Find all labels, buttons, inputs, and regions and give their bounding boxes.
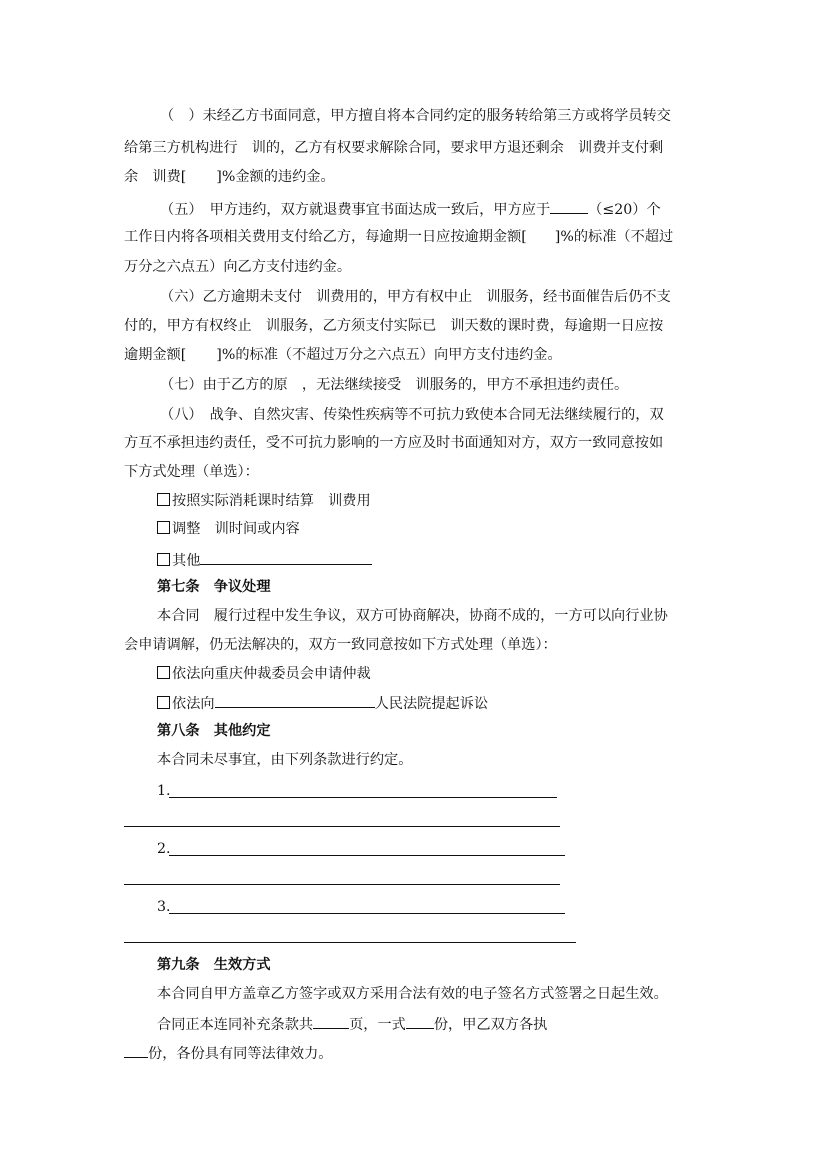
clause-5-days-blank[interactable]: [550, 198, 588, 214]
article-8-item-1: 1.: [157, 783, 171, 799]
clause-8-line-2: 方互不承担违约责任，受不可抗力影响的一方应及时书面通知对方，双方一致同意按如: [124, 435, 664, 451]
court-name-blank[interactable]: [215, 692, 375, 708]
checkbox-icon[interactable]: [157, 666, 170, 679]
item-3-line-b[interactable]: [124, 942, 576, 943]
checkbox-icon[interactable]: [157, 521, 170, 534]
clause-8-option-1[interactable]: 按照实际消耗课时结算 训费用: [157, 491, 371, 511]
other-option-blank[interactable]: [200, 549, 372, 565]
each-party-copies-blank[interactable]: [124, 1042, 148, 1058]
clause-transfer-line-3-post: ]%金额的违约金。: [216, 169, 335, 185]
clause-8-line-3: 下方式处理（单选）：: [124, 464, 259, 480]
checkbox-icon[interactable]: [157, 553, 170, 566]
article-7-option-2[interactable]: 依法向 人民法院提起诉讼: [157, 692, 488, 714]
copies-blank[interactable]: [406, 1013, 434, 1029]
checkbox-icon[interactable]: [157, 493, 170, 506]
clause-8-line-1: （八） 战争、自然灾害、传染性疾病等不可抗力致使本合同无法继续履行的，双: [160, 407, 664, 423]
clause-transfer-line-2: 给第三方机构进行 训的，乙方有权要求解除合同，要求甲方退还剩余 训费并支付剩: [124, 140, 664, 156]
clause-6-line-3: [124, 345, 562, 365]
article-9-line-3: 份，各份具有同等法律效力。: [124, 1042, 332, 1064]
checkbox-icon[interactable]: [157, 696, 170, 709]
clause-transfer-line-3: [124, 167, 335, 187]
clause-8-option-2[interactable]: 调整 训时间或内容: [157, 519, 300, 539]
clause-5-line-1: [160, 198, 661, 220]
article-8-item-3: 3.: [157, 899, 171, 915]
article-9-line-2: 合同正本连同补充条款共 页，一式 份，甲乙双方各执: [157, 1013, 547, 1035]
clause-6-line-2: 付的，甲方有权终止 训服务，乙方须支付实际已 训天数的课时费，每逾期一日应按: [124, 318, 664, 334]
article-8-item-2: 2.: [157, 841, 171, 857]
item-3-line-a[interactable]: [169, 913, 565, 914]
page-count-blank[interactable]: [313, 1013, 349, 1029]
clause-5-line-3: 万分之六点五）向乙方支付违约金。: [124, 259, 352, 275]
item-2-line-b[interactable]: [124, 884, 560, 885]
clause-6-line-3-post: ]%的标准（不超过万分之六点五）向甲方支付违约金。: [216, 347, 562, 363]
article-7-option-1[interactable]: 依法向重庆仲裁委员会申请仲裁: [157, 664, 371, 684]
article-7-line-1: 本合同 履行过程中发生争议，双方可协商解决，协商不成的，一方可以向行业协: [157, 608, 668, 624]
item-2-line-a[interactable]: [169, 855, 565, 856]
clause-6-line-3-pre: 逾期金额[: [124, 347, 187, 363]
clause-5-line-2: [124, 227, 673, 247]
clause-6-line-1: （六）乙方逾期未支付 训费用的，甲方有权中止 训服务，经书面催告后仍不支: [160, 289, 671, 305]
article-7-line-2: 会申请调解，仍无法解决的，双方一致同意按如下方式处理（单选）：: [124, 637, 557, 653]
item-1-line-a[interactable]: [169, 797, 557, 798]
article-8-heading: 第八条 其他约定: [157, 723, 271, 739]
item-1-line-b[interactable]: [124, 826, 560, 827]
article-9-line-1: 本合同自甲方盖章乙方签字或双方采用合法有效的电子签名方式签署之日起生效。: [157, 986, 668, 1002]
clause-5-line-2-post: ]%的标准（不超过: [554, 229, 674, 245]
article-9-heading: 第九条 生效方式: [157, 957, 271, 973]
clause-5-line-2-pre: 工作日内将各项相关费用支付给乙方，每逾期一日应按逾期金额[: [124, 229, 527, 245]
article-8-line-1: 本合同未尽事宜，由下列条款进行约定。: [157, 752, 413, 768]
clause-8-option-3[interactable]: 其他: [157, 549, 372, 571]
article-7-heading: 第七条 争议处理: [157, 579, 271, 595]
clause-5-line-1-post: （≤20）个: [588, 202, 661, 218]
clause-5-line-1-pre: （五） 甲方违约，双方就退费事宜书面达成一致后，甲方应于: [160, 202, 551, 218]
clause-transfer-line-1: （ ）未经乙方书面同意，甲方擅自将本合同约定的服务转给第三方或将学员转交: [160, 108, 671, 124]
clause-7-line-1: （七）由于乙方的原 ，无法继续接受 训服务的，甲方不承担违约责任。: [160, 377, 629, 393]
clause-transfer-line-3-pre: 余 训费[: [124, 169, 187, 185]
